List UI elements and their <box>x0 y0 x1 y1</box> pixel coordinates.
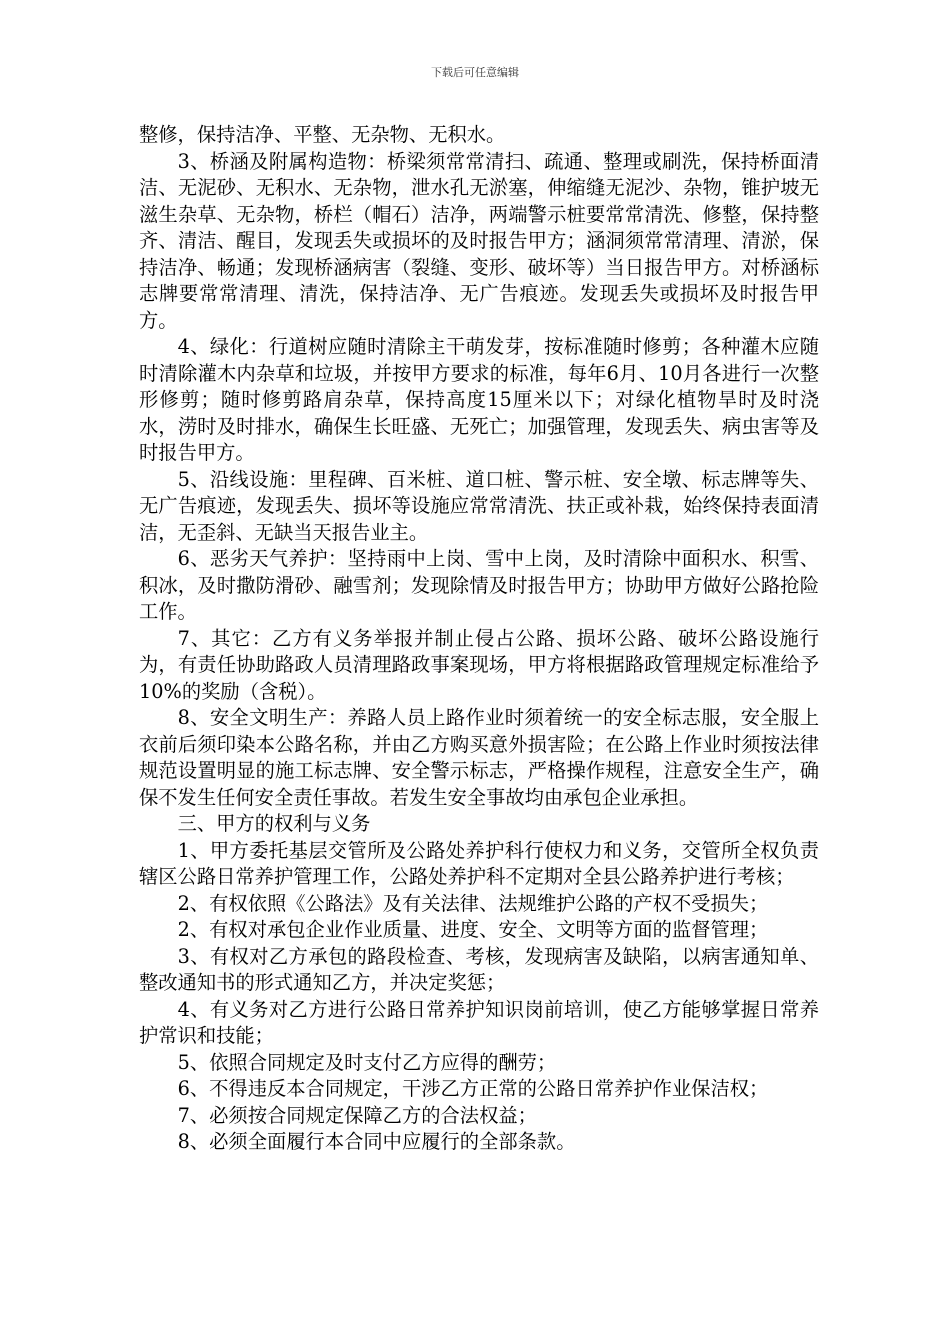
paragraph-roadside-facilities: 5、沿线设施：里程碑、百米桩、道口桩、警示桩、安全墩、标志牌等失、无广告痕迹，发现丢失、损坏等设施应常常清洗、扶正或补栽，始终保持表面清洁，无歪斜、无缺当天报告业主。 <box>139 467 819 544</box>
paragraph-party-a-1: 1、甲方委托基层交管所及公路处养护科行使权力和义务，交管所全权负责辖区公路日常养护管理工作，公路处养护科不定期对全县公路养护进行考核； <box>139 838 819 888</box>
paragraph-party-a-3: 3、有权对乙方承包的路段检查、考核，发现病害及缺陷，以病害通知单、整改通知书的形式通知乙方，并决定奖惩； <box>139 944 819 994</box>
document-body <box>139 122 819 1156</box>
paragraph-party-a-4: 4、有义务对乙方进行公路日常养护知识岗前培训，使乙方能够掌握日常养护常识和技能； <box>139 997 819 1047</box>
page-header-note: 下载后可任意编辑 <box>431 66 519 79</box>
paragraph-greening: 4、绿化：行道树应随时清除主干萌发芽，按标准随时修剪；各种灌木应随时清除灌木内杂草和垃圾，并按甲方要求的标准，每年6月、10月各进行一次整形修剪；随时修剪路肩杂草，保持高度15厘米以下；对绿化植物旱时及时浇水，涝时及时排水，确保生长旺盛、无死亡；加强管理，发现丢失、病虫害等及时报告甲方。 <box>139 335 819 464</box>
paragraph-bad-weather: 6、恶劣天气养护：坚持雨中上岗、雪中上岗，及时清除中面积水、积雪、积冰，及时撒防滑砂、融雪剂；发现除情及时报告甲方；协助甲方做好公路抢险工作。 <box>139 547 819 623</box>
paragraph-party-a-6: 6、不得违反本合同规定，干涉乙方正常的公路日常养护作业保洁权； <box>177 1077 769 1100</box>
paragraph-continuation: 整修，保持洁净、平整、无杂物、无积水。 <box>139 123 506 146</box>
paragraph-party-a-7: 7、必须按合同规定保障乙方的合法权益； <box>177 1103 537 1127</box>
paragraph-party-a-2a: 2、有权依照《公路法》及有关法律、法规维护公路的产权不受损失； <box>177 891 769 915</box>
paragraph-safety-production: 8、安全文明生产：养路人员上路作业时须着统一的安全标志服，安全服上衣前后须印染本公路名称，并由乙方购买意外损害险；在公路上作业时须按法律规范设置明显的施工标志牌、安全警示标志，严格操作规程，注意安全生产，确保不发生任何安全责任事故。若发生安全事故均由承包企业承担。 <box>139 706 819 809</box>
paragraph-party-a-8: 8、必须全面履行本合同中应履行的全部条款。 <box>177 1130 576 1153</box>
paragraph-party-a-2b: 2、有权对承包企业作业质量、进度、安全、文明等方面的监督管理； <box>177 918 769 941</box>
section-heading-party-a: 三、甲方的权利与义务 <box>177 812 371 835</box>
paragraph-bridges-culverts: 3、桥涵及附属构造物：桥梁须常常清扫、疏通、整理或刷洗，保持桥面清洁、无泥砂、无积水、无杂物，泄水孔无淤塞，伸缩缝无泥沙、杂物，锥护坡无滋生杂草、无杂物，桥栏（帽石）洁净，两端警示桩要常常清洗、修整，保持整齐、清洁、醒目，发现丢失或损坏的及时报告甲方；涵洞须常常清理、清淤，保持洁净、畅通；发现桥涵病害（裂缝、变形、破坏等）当日报告甲方。对桥涵标志牌要常常清理、清洗，保持洁净、无广告痕迹。发现丢失或损坏及时报告甲方。 <box>139 149 819 332</box>
paragraph-party-a-5: 5、依照合同规定及时支付乙方应得的酬劳； <box>177 1050 557 1074</box>
paragraph-other: 7、其它：乙方有义务举报并制止侵占公路、损坏公路、破坏公路设施行为，有责任协助路政人员清理路政事案现场，甲方将根据路政管理规定标准给予10%的奖励（含税）。 <box>139 626 819 703</box>
